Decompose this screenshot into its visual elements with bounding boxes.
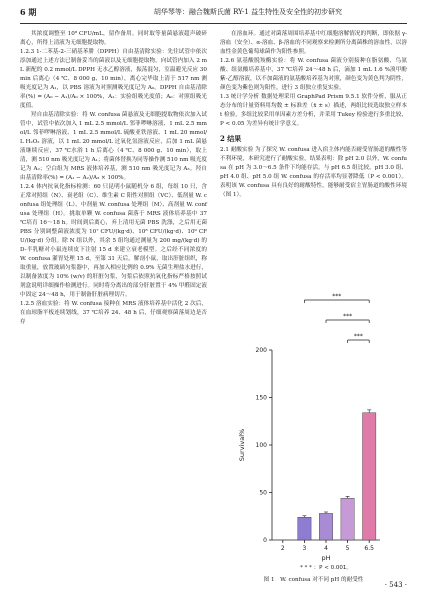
paragraph: 在溶血环。通过对菌落周围培养基中红细胞溶解情况的判断，即依据 γ-溶血（安全）、α-溶血、β-溶血的不同观察来检测所分离菌株的溶血性，以溶血性金黄色葡萄球菌作为阳性参照。 (220, 31, 407, 55)
bar (341, 498, 354, 540)
page-number: · 543 · (384, 581, 407, 589)
x-tick-label: 4 (324, 545, 328, 552)
x-tick-label: 2 (280, 545, 285, 552)
y-tick-label: 100 (255, 442, 267, 449)
issue-number: 6 期 (20, 7, 37, 17)
figure-caption: 图 1 W. confusa 对不同 pH 的耐受性 (263, 577, 364, 583)
header-rule (20, 23, 407, 24)
significance-label: *** (343, 313, 353, 320)
y-tick-label: 50 (259, 489, 267, 497)
right-column (220, 30, 407, 200)
paragraph: 1.3 统计学分析 数据处理采用 GraphPad Prism 9.5.1 软件分析，服从正态分布的计量资料用均数 ± 标准差（x̄ ± s）描述，两组比较选取独立样本 t 检验，多组比较采用单因素方差分析，并采用 Tukey 检验进行多重比较，P < 0.05 为差异有统计学意义。 (220, 94, 407, 127)
figure-1 (220, 250, 407, 583)
paragraph: 1.2.4 体内抗氧化指标检测：60 只昆明小鼠随机分 6 组，每组 10 只，含正常对照组（N）、衰老组（C）、维生素 C 阳性对照组（VC）、低剂量 W. confusa 组处理组（L）、中剂量 W. confusa 处理组（M）、高剂量 W. confusa 处理组（H）。挑取单颗 W. confusa 菌落于 MRS 液体培养基中 37 ℃培育 16～18 h。时间到后离心，弃上清用无菌 PBS 洗涤，之后用无菌 PBS 分别调整菌液浓度为 10⁷ CFU/(kg·d)、10⁸ CFU/(kg·d)、10⁹ CFU/(kg·d) 分组。除 N 组以外，其余 5 组均通过测量为 200 mg/(kg·d) 的 D-半乳糖对小鼠连续皮下注射 15 d 来建立衰老模型。之后经不同浓度的 W. confusa 灌胃处理 15 d，至第 31 天后，解剖小鼠，取出肝脏组织，称取重量，放置玻璃匀浆器中，再加入相应比例的 0.9% 无菌生理盐水进行，以制备浓度为 10% (w/v) 的肝脏匀浆，匀浆后依照抗氧化指标严格按照试剂盒说明详细操作检测进行。同时将分离出的部分肝脏置于 4% 甲醛固定液中固定 24～48 h，用于制备肝脏病理切片。 (20, 184, 207, 298)
bar (363, 413, 376, 540)
paragraph: 1.2.5 溶血实验：将 W. confusa 接种在 MRS 液体培养基中活化 2 次后，在血琼脂平板连续划线，37 ℃培养 24、48 h 后，仔细观察菌落周边是否存 (20, 301, 207, 325)
x-tick-label: 6.5 (364, 545, 374, 552)
bar (319, 513, 332, 540)
x-axis-label: pH (321, 554, 331, 562)
running-title: 胡华琴等：融合魏斯氏菌 RY-1 益生特性及安全性的初步研究 (153, 8, 343, 16)
paragraph: 1.2.3 1-二苯基-2-三硝基苯肼（DPPH）自由基清除实验：先往试管中依次添加通过上述方法已制备妥当的菌液以及无细胞提取物，向试管内加入 2 mL 新配的 0.2 mmol/L DPPH 无水乙醇溶液，振荡混匀，室温避光反应 30 min 后离心（4 ℃、8 000 g、10 min），离心完毕取上清于 517 nm 测吸光度记为 A₁，以 PBS 溶液为对照测吸光度记为 A₀。DPPH 自由基清除率(%) = (A₀ − A₁)/A₀ × 100%，A₁：实验组吸光度值；A₀：对照组吸光度值。 (20, 49, 207, 109)
x-tick-label: 5 (345, 545, 350, 552)
y-tick-label: 0 (263, 537, 267, 544)
y-axis-label: Survival% (238, 428, 246, 462)
paragraph: 2.1 耐酸实验 为了探究 W. confusa 进入宿主体内能否耐受胃肠道的酸性等不利环境，本研究进行了耐酸实验，结果表明：除 pH 2.0 以外，W. confusa 在 pH 为 3.0～6.5 条件下均能存活。与 pH 6.5 组比较，pH 3.0 组、pH 4.0 组、pH 5.0 组 W. confusa 的存活率均显著降低（P < 0.001）。表明该 W. confusa 具有良好的耐酸特性，能够耐受宿主胃肠道的酸性环境（图 1）。 (220, 147, 407, 198)
bar-chart (220, 250, 407, 570)
paragraph: 1.2.6 氨基酸脱羧酶实验：将 W. confusa 菌液分别接种在脂氨酸、鸟氨酸、组氨酸培养基中，37 ℃培养 24～48 h 后，滴加 1 mL 1.6 %溴甲酚紫-乙醇溶液，以不加菌液的氨基酸培养基为对照，颜色变为黄色判为阴性，颜色变为紫色则为阳性。进行 3 组独立重复实验。 (220, 58, 407, 91)
significance-label: *** (332, 293, 342, 300)
y-tick-label: 200 (255, 347, 267, 354)
x-tick-label: 3 (302, 545, 307, 552)
paragraph: 其浓度调整至 10⁸ CFU/mL，留作备用。同时取等量菌悬液超声破碎离心，所得上清液为无细胞提取物。 (20, 31, 207, 46)
section-heading: 2 结果 (220, 134, 242, 143)
figure-footnote: * * * ：P < 0.001。 (300, 565, 352, 570)
y-tick-label: 150 (255, 394, 267, 402)
left-column (20, 30, 207, 327)
bar (298, 517, 311, 540)
paragraph: 羟自由基清除实验：将 W. confusa 菌悬液及无细胞提取物依次加入试管中，试管中依次加入 1 mL 2.5 mmol/L 邻菲啰啉溶液、1 mL 2.5 mmol/L 邻菲啰啉溶液、1 mL 2.5 mmol/L 硫酸亚铁溶液、1 mL 20 mmol/L H₂O₂ 溶液，以 1 mL 20 mmol/L 过氧化氢溶液反应，后加 1 mL 菌悬液继续反应，37 ℃水浴 1 h 后离心（4 ℃、8 000 g、10 min），取上清，测 510 nm 吸光度记为 A₁；将菌体替换为同等操作测 510 nm 吸光度记为 A₂；空白组为 MRS 液体培养基，测 510 nm 吸光度记为 A₃。羟自由基清除率(%) = (A₁ − A₂)/A₃ × 100%。 (20, 112, 207, 181)
significance-label: *** (353, 333, 363, 340)
